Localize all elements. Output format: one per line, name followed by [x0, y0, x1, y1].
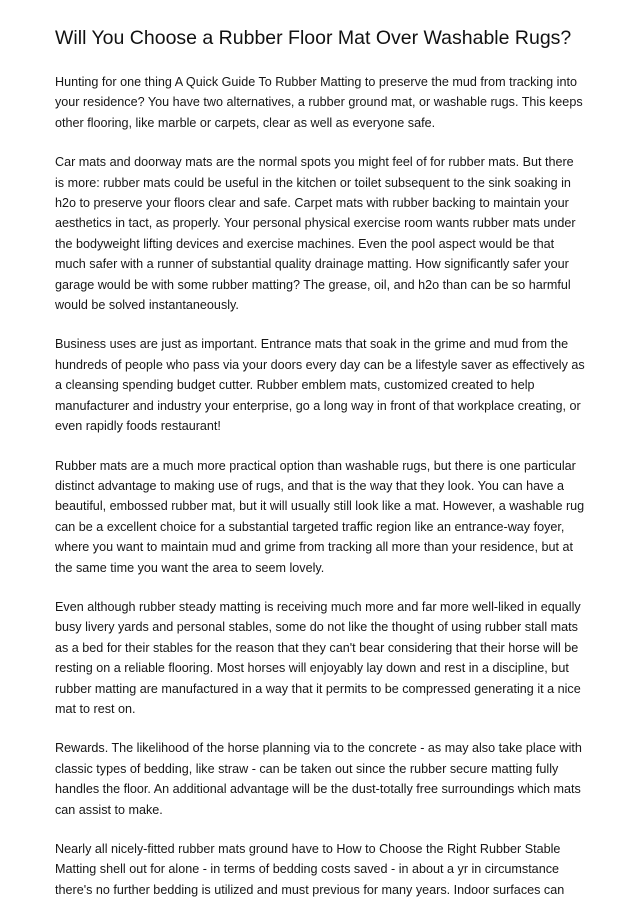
paragraph-business-uses: Business uses are just as important. Entrance mats that soak in the grime and mud from the hundreds of people who pass via your doors every day can be a lifestyle saver as effectively as a cleansing spending budget cutter. Rubber emblem mats, customized created to help manufacturer and industry your enterprise, go a long way in front of that workplace creating, or even rapidly foods restaurant! [55, 337, 585, 434]
paragraph-stable-matting: Even although rubber steady matting is receiving much more and far more well-liked in equally busy livery yards and personal stables, some do not like the thought of using rubber stall mats as a bed for their stables for the reason that they can't bear considering that their horse will be resting on a reliable flooring. Most horses will enjoyably lay down and rest in a discipline, but rubber matting are manufactured in a way that it permits to be compressed generating it a nice mat to rest on. [55, 599, 581, 716]
page-title: Will You Choose a Rubber Floor Mat Over Washable Rugs? [55, 27, 572, 49]
paragraph-cost-savings: Nearly all nicely-fitted rubber mats ground have to How to Choose the Right Rubber Stable Matting shell out for alone - in terms of bedding costs saved - in about a yr in circumstance there's no further bedding is utilized and must previous for many years. Indoor surfaces can [55, 842, 565, 897]
paragraph-rewards: Rewards. The likelihood of the horse planning via to the concrete - as may also take place with classic types of bedding, like straw - can be taken out since the rubber secure matting fully handles the floor. An additional advantage will be the dust-totally free surroundings which mats can assist to make. [55, 741, 582, 817]
paragraph-intro: Hunting for one thing A Quick Guide To Rubber Matting to preserve the mud from tracking into your residence? You have two alternatives, a rubber ground mat, or washable rugs. This keeps other flooring, like marble or carpets, clear as well as everyone safe. [55, 75, 583, 130]
paragraph-mats-vs-rugs: Rubber mats are a much more practical option than washable rugs, but there is one particular distinct advantage to making use of rugs, and that is the way that they look. You can have a beautiful, embossed rubber mat, but it will usually still look like a mat. However, a washable rug can be a excellent choice for a substantial targeted traffic region like an entrance-way foyer, where you want to maintain mud and grime from tracking all more than your residence, but at the same time you want the area to seem lovely. [55, 458, 585, 575]
article-body [55, 72, 586, 900]
paragraph-car-mats: Car mats and doorway mats are the normal spots you might feel of for rubber mats. But there is more: rubber mats could be useful in the kitchen or toilet subsequent to the sink soaking in h2o to preserve your floors clear and safe. Carpet mats with rubber backing to maintain your aesthetics in tact, as properly. Your personal physical exercise room wants rubber mats under the bodyweight lifting devices and exercise machines. Even the pool aspect would be that much safer with a runner of substantial quality drainage matting. How significantly safer your garage would be with some rubber matting? The grease, oil, and h2o than can be so harmful would be solved instantaneously. [55, 155, 576, 313]
